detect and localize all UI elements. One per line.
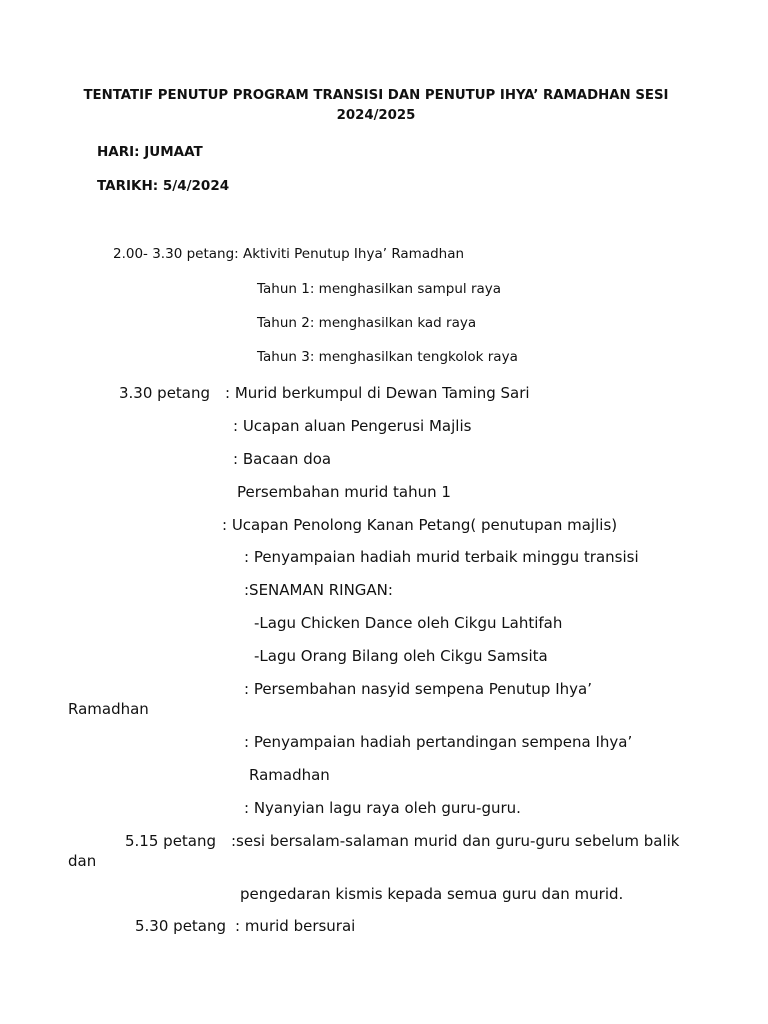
schedule-line: : Ucapan aluan Pengerusi Majlis [233, 417, 472, 435]
activity-item: Tahun 3: menghasilkan tengkolok raya [257, 349, 518, 365]
schedule-line: : Murid berkumpul di Dewan Taming Sari [225, 384, 530, 402]
activity-item: Tahun 1: menghasilkan sampul raya [257, 281, 502, 297]
schedule-time: 5.15 petang [125, 832, 217, 850]
day-heading: HARI: JUMAAT [97, 144, 203, 160]
schedule-line: : Penyampaian hadiah pertandingan sempena Ihya’ [244, 733, 633, 751]
schedule-line: : Penyampaian hadiah murid terbaik minggu transisi [244, 548, 639, 566]
schedule-line: : Nyanyian lagu raya oleh guru-guru. [244, 799, 521, 817]
date-heading: TARIKH: 5/4/2024 [97, 178, 230, 194]
schedule-line: : murid bersurai [235, 917, 356, 935]
schedule-time: 3.30 petang [119, 384, 211, 402]
document-title-line-1: TENTATIF PENUTUP PROGRAM TRANSISI DAN PENUTUP IHYA’ RAMADHAN SESI [83, 88, 669, 103]
schedule-line: : Persembahan nasyid sempena Penutup Ihya’ [244, 680, 592, 698]
activity-time-heading: 2.00- 3.30 petang: Aktiviti Penutup Ihya’ Ramadhan [113, 246, 465, 262]
schedule-line: : Ucapan Penolong Kanan Petang( penutupan majlis) [222, 516, 618, 534]
document-title-line-2: 2024/2025 [336, 108, 416, 123]
schedule-line: :sesi bersalam-salaman murid dan guru-guru sebelum balik [231, 832, 680, 850]
activity-item: Tahun 2: menghasilkan kad raya [257, 315, 477, 331]
schedule-line: pengedaran kismis kepada semua guru dan murid. [240, 885, 624, 903]
schedule-line: :SENAMAN RINGAN: [244, 581, 393, 599]
schedule-line: -Lagu Chicken Dance oleh Cikgu Lahtifah [254, 614, 563, 632]
schedule-line: -Lagu Orang Bilang oleh Cikgu Samsita [254, 647, 548, 665]
schedule-line: : Bacaan doa [233, 450, 332, 468]
schedule-line-wrap: dan [68, 852, 97, 870]
schedule-line: Ramadhan [249, 766, 330, 784]
schedule-time: 5.30 petang [135, 917, 227, 935]
schedule-line: Persembahan murid tahun 1 [237, 483, 451, 501]
schedule-line-wrap: Ramadhan [68, 700, 149, 718]
